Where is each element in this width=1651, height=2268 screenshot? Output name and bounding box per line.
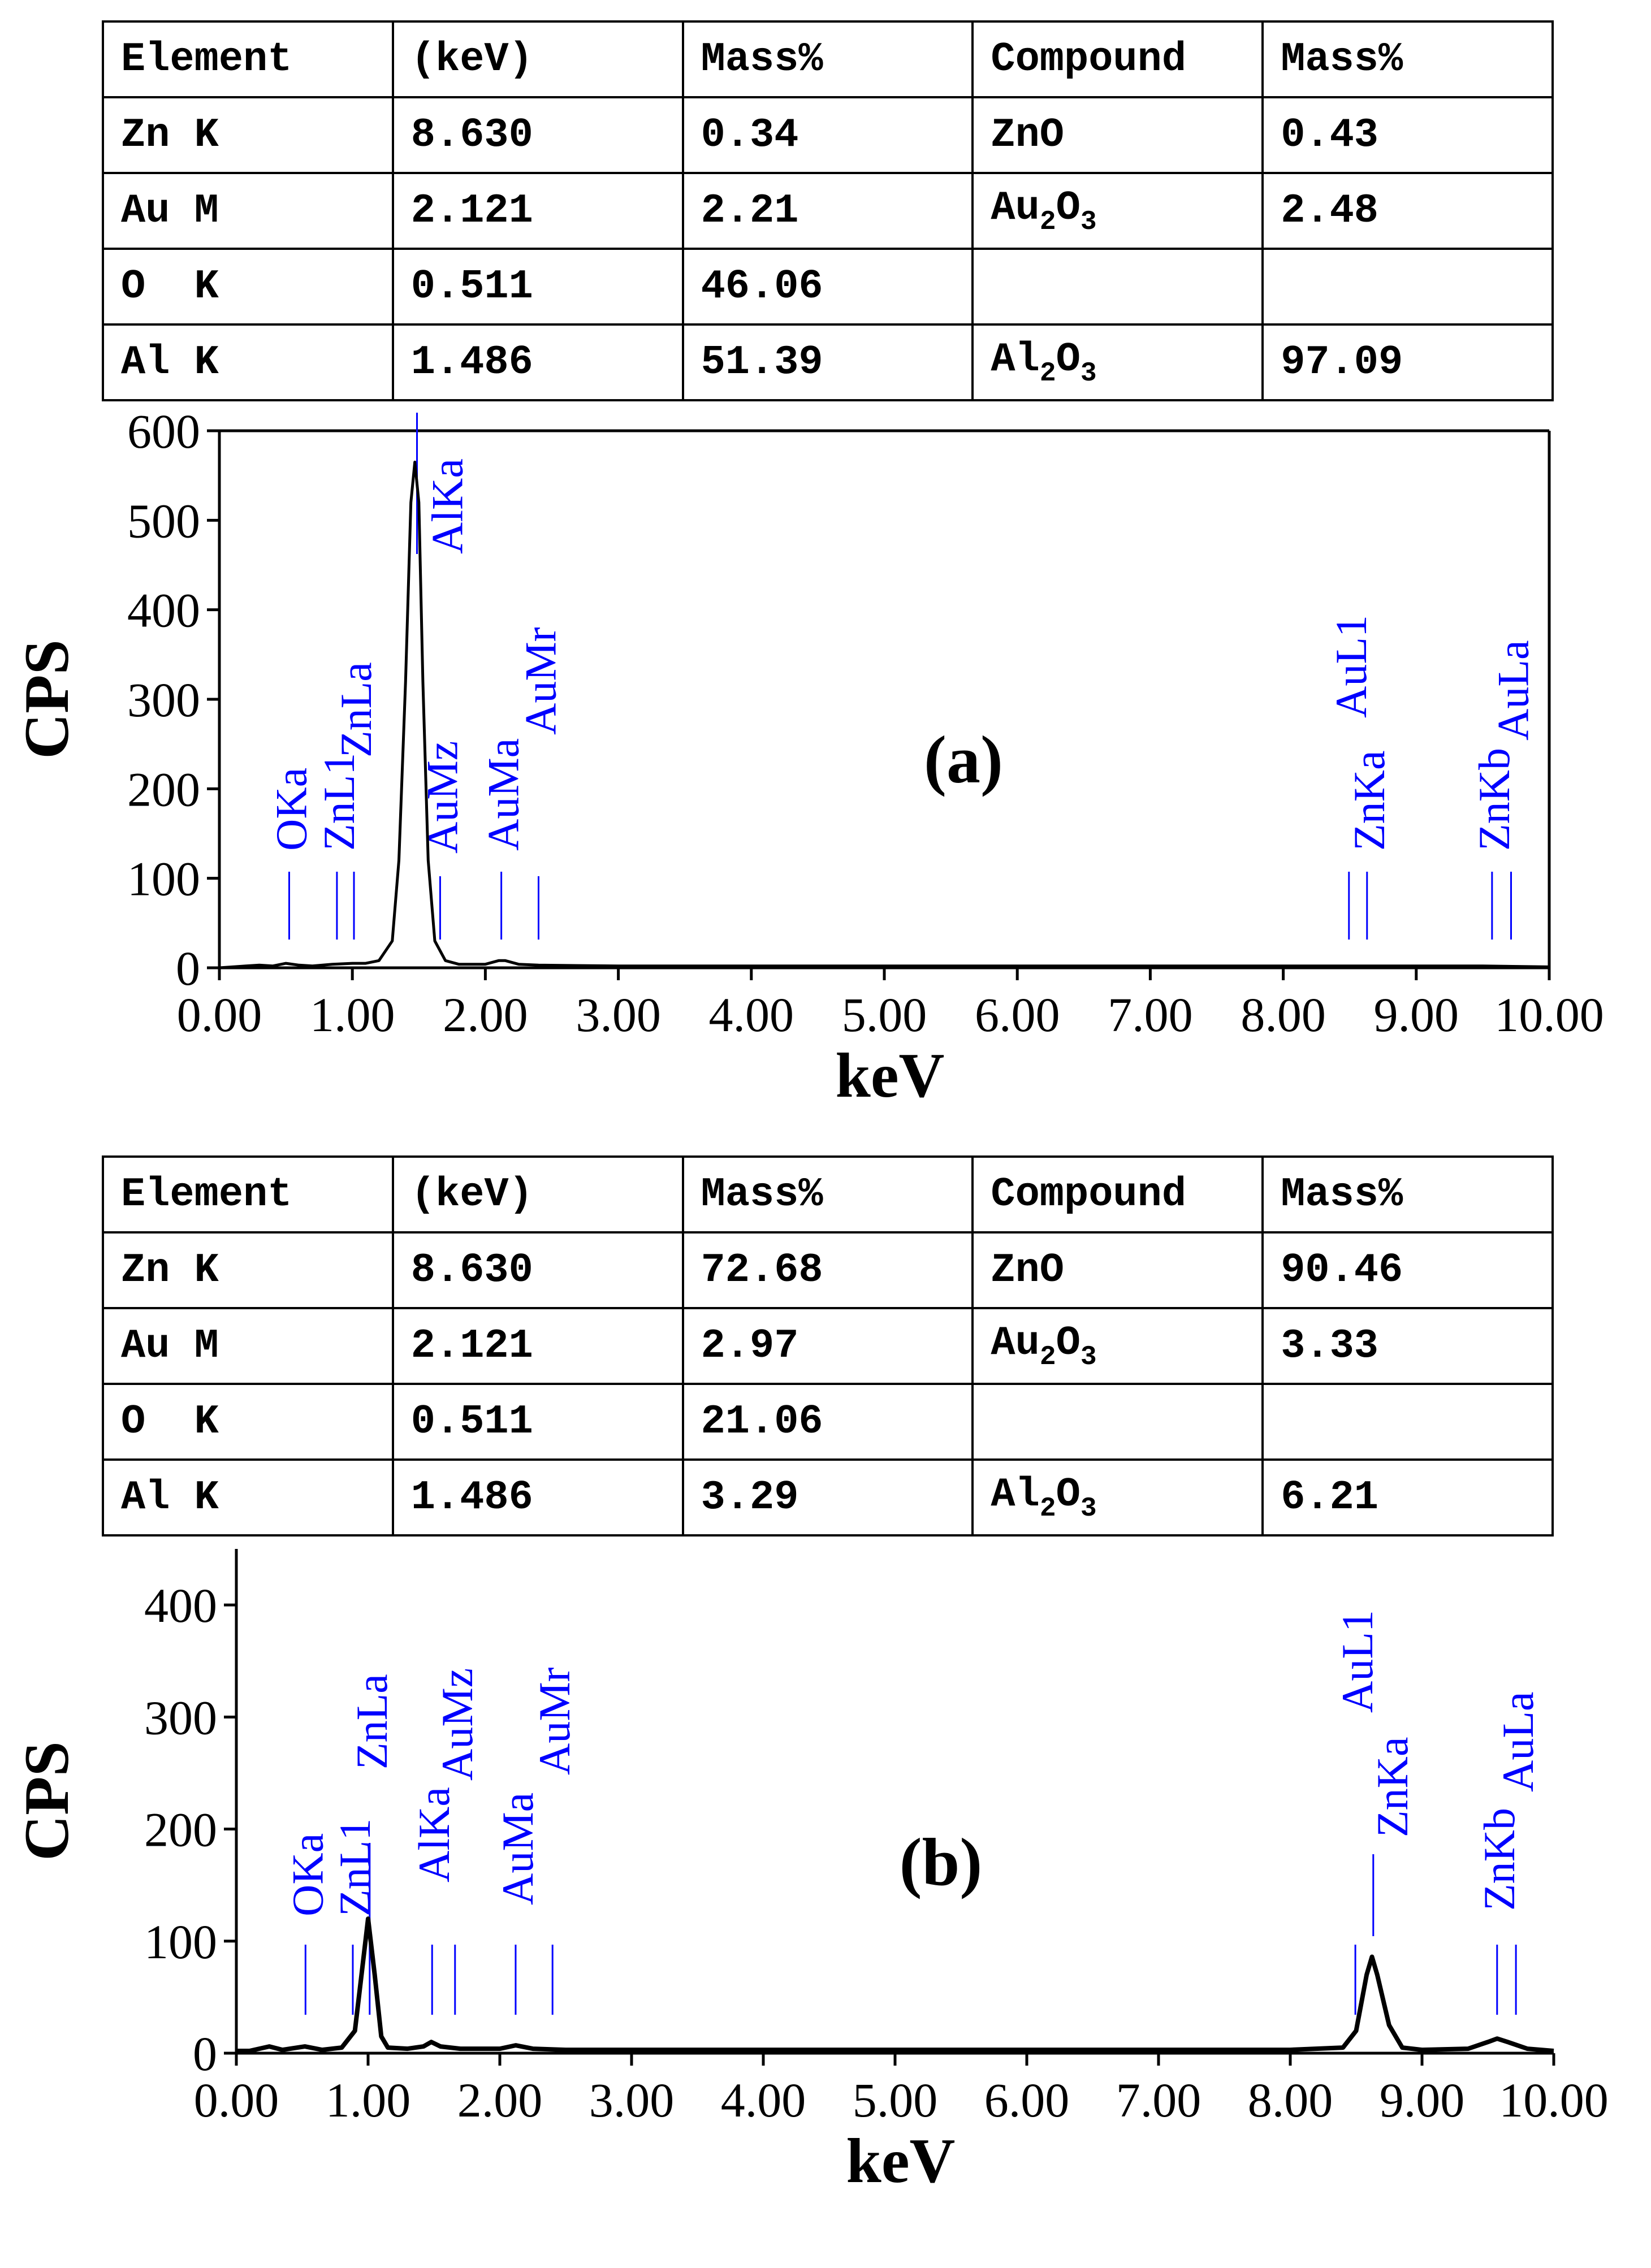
y-tick-label: 0 <box>193 2027 217 2081</box>
header-compound: Compound <box>973 1157 1263 1232</box>
cell-mass: 3.29 <box>683 1460 973 1535</box>
cell-kev: 0.511 <box>393 1384 683 1460</box>
cell-compound-mass: 2.48 <box>1263 173 1553 249</box>
x-tick-label: 9.00 <box>1379 2073 1465 2127</box>
header-compound-mass: Mass% <box>1263 1157 1553 1232</box>
table-row <box>103 173 1553 249</box>
peak-marker-label: AuL1 <box>1326 615 1376 718</box>
peak-marker-label: AlKa <box>409 1787 459 1882</box>
cell-compound-mass: 0.43 <box>1263 97 1553 173</box>
cell-compound: ZnO <box>973 1232 1263 1308</box>
header-compound-mass: Mass% <box>1263 21 1553 97</box>
cell-mass: 46.06 <box>683 249 973 324</box>
y-tick-label: 300 <box>144 1690 217 1745</box>
y-tick-label: 400 <box>144 1578 217 1633</box>
cell-kev: 0.511 <box>393 249 683 324</box>
y-axis-title: CPS <box>12 1741 82 1861</box>
composition-table-a <box>102 20 1554 401</box>
peak-marker-label: AuMz <box>432 1668 482 1781</box>
cell-element: Al K <box>103 1460 393 1535</box>
cell-compound: ZnO <box>973 97 1263 173</box>
table-row <box>103 1384 1553 1460</box>
cell-element: Zn K <box>103 97 393 173</box>
cell-compound: Au2O3 <box>973 173 1263 249</box>
cell-mass: 51.39 <box>683 324 973 400</box>
cell-compound-mass: 6.21 <box>1263 1460 1553 1535</box>
header-kev: (keV) <box>393 1157 683 1232</box>
header-element: Element <box>103 1157 393 1232</box>
x-tick-label: 4.00 <box>708 988 794 1042</box>
x-axis-title: keV <box>846 2126 956 2196</box>
cell-element: O K <box>103 249 393 324</box>
x-tick-label: 9.00 <box>1373 988 1459 1042</box>
x-tick-label: 5.00 <box>852 2073 938 2127</box>
peak-marker-label: ZnKa <box>1344 750 1394 851</box>
x-tick-label: 3.00 <box>576 988 661 1042</box>
cell-mass: 0.34 <box>683 97 973 173</box>
peak-marker-label: ZnKb <box>1474 1808 1524 1911</box>
header-mass: Mass% <box>683 1157 973 1232</box>
cell-compound <box>973 1384 1263 1460</box>
cell-compound-mass: 90.46 <box>1263 1232 1553 1308</box>
peak-marker-label: AuMr <box>516 627 565 735</box>
peak-marker-label: ZnL1 <box>330 1818 379 1916</box>
cell-kev: 2.121 <box>393 173 683 249</box>
eds-spectrum-chart-b <box>0 1526 1651 2268</box>
x-tick-label: 7.00 <box>1116 2073 1201 2127</box>
cell-element: O K <box>103 1384 393 1460</box>
peak-marker-label: AuL1 <box>1333 1610 1382 1713</box>
table-row <box>103 249 1553 324</box>
y-axis-title: CPS <box>12 639 82 759</box>
cell-element: Zn K <box>103 1232 393 1308</box>
peak-marker-label: ZnL1 <box>314 752 364 851</box>
x-tick-label: 3.00 <box>589 2073 675 2127</box>
y-tick-label: 300 <box>127 673 200 727</box>
table-row <box>103 1460 1553 1535</box>
table-row <box>103 1308 1553 1384</box>
peak-marker-label: AuMz <box>417 741 467 854</box>
cell-kev: 2.121 <box>393 1308 683 1384</box>
y-tick-label: 500 <box>127 494 200 548</box>
cell-kev: 8.630 <box>393 1232 683 1308</box>
x-tick-label: 8.00 <box>1247 2073 1333 2127</box>
peak-marker-label: OKa <box>283 1833 332 1916</box>
x-tick-label: 0.00 <box>193 2073 279 2127</box>
x-tick-label: 10.00 <box>1499 2073 1609 2127</box>
cell-compound-mass <box>1263 249 1553 324</box>
cell-mass: 2.21 <box>683 173 973 249</box>
peak-marker-label: ZnKa <box>1367 1737 1417 1837</box>
cell-element: Au M <box>103 173 393 249</box>
table-row <box>103 97 1553 173</box>
x-tick-label: 0.00 <box>176 988 262 1042</box>
panel-label: (b) <box>899 1824 983 1899</box>
peak-marker-label: ZnKb <box>1469 748 1519 851</box>
header-mass: Mass% <box>683 21 973 97</box>
eds-spectrum-chart-a <box>0 396 1651 1153</box>
cell-kev: 1.486 <box>393 1460 683 1535</box>
table-header-row <box>103 1157 1553 1232</box>
y-tick-label: 100 <box>127 851 200 906</box>
cell-compound: Al2O3 <box>973 1460 1263 1535</box>
peak-marker-label: AuMr <box>530 1667 580 1775</box>
peak-marker-label: AuMa <box>492 1792 542 1905</box>
x-tick-label: 1.00 <box>309 988 395 1042</box>
cell-compound-mass: 97.09 <box>1263 324 1553 400</box>
table-row <box>103 1232 1553 1308</box>
peak-marker-label: AuLa <box>1488 640 1538 741</box>
x-tick-label: 1.00 <box>325 2073 411 2127</box>
y-tick-label: 400 <box>127 583 200 638</box>
y-tick-label: 0 <box>176 941 200 996</box>
cell-compound <box>973 249 1263 324</box>
peak-marker-label: AuLa <box>1493 1691 1543 1792</box>
peak-marker-label: ZnLa <box>347 1674 396 1769</box>
x-tick-label: 2.00 <box>457 2073 543 2127</box>
panel-label: (a) <box>924 722 1003 797</box>
cell-kev: 1.486 <box>393 324 683 400</box>
x-tick-label: 2.00 <box>443 988 528 1042</box>
x-axis-title: keV <box>835 1041 945 1111</box>
cell-compound-mass: 3.33 <box>1263 1308 1553 1384</box>
x-tick-label: 5.00 <box>841 988 927 1042</box>
x-tick-label: 8.00 <box>1241 988 1326 1042</box>
cell-compound-mass <box>1263 1384 1553 1460</box>
cell-mass: 72.68 <box>683 1232 973 1308</box>
header-compound: Compound <box>973 21 1263 97</box>
composition-table-b <box>102 1155 1554 1536</box>
x-tick-label: 7.00 <box>1108 988 1193 1042</box>
table-row <box>103 324 1553 400</box>
x-tick-label: 6.00 <box>984 2073 1070 2127</box>
peak-marker-label: ZnLa <box>331 662 381 758</box>
cell-mass: 2.97 <box>683 1308 973 1384</box>
y-tick-label: 200 <box>144 1802 217 1857</box>
peak-marker-label: AlKa <box>422 458 472 554</box>
table-header-row <box>103 21 1553 97</box>
cell-mass: 21.06 <box>683 1384 973 1460</box>
x-tick-label: 10.00 <box>1494 988 1604 1042</box>
peak-marker-label: OKa <box>266 767 316 851</box>
cell-compound: Au2O3 <box>973 1308 1263 1384</box>
y-tick-label: 600 <box>127 404 200 458</box>
header-element: Element <box>103 21 393 97</box>
x-tick-label: 4.00 <box>720 2073 806 2127</box>
cell-kev: 8.630 <box>393 97 683 173</box>
y-tick-label: 200 <box>127 762 200 817</box>
peak-marker-label: AuMa <box>478 738 528 851</box>
cell-element: Au M <box>103 1308 393 1384</box>
cell-compound: Al2O3 <box>973 324 1263 400</box>
y-tick-label: 100 <box>144 1914 217 1969</box>
x-tick-label: 6.00 <box>974 988 1060 1042</box>
header-kev: (keV) <box>393 21 683 97</box>
cell-element: Al K <box>103 324 393 400</box>
